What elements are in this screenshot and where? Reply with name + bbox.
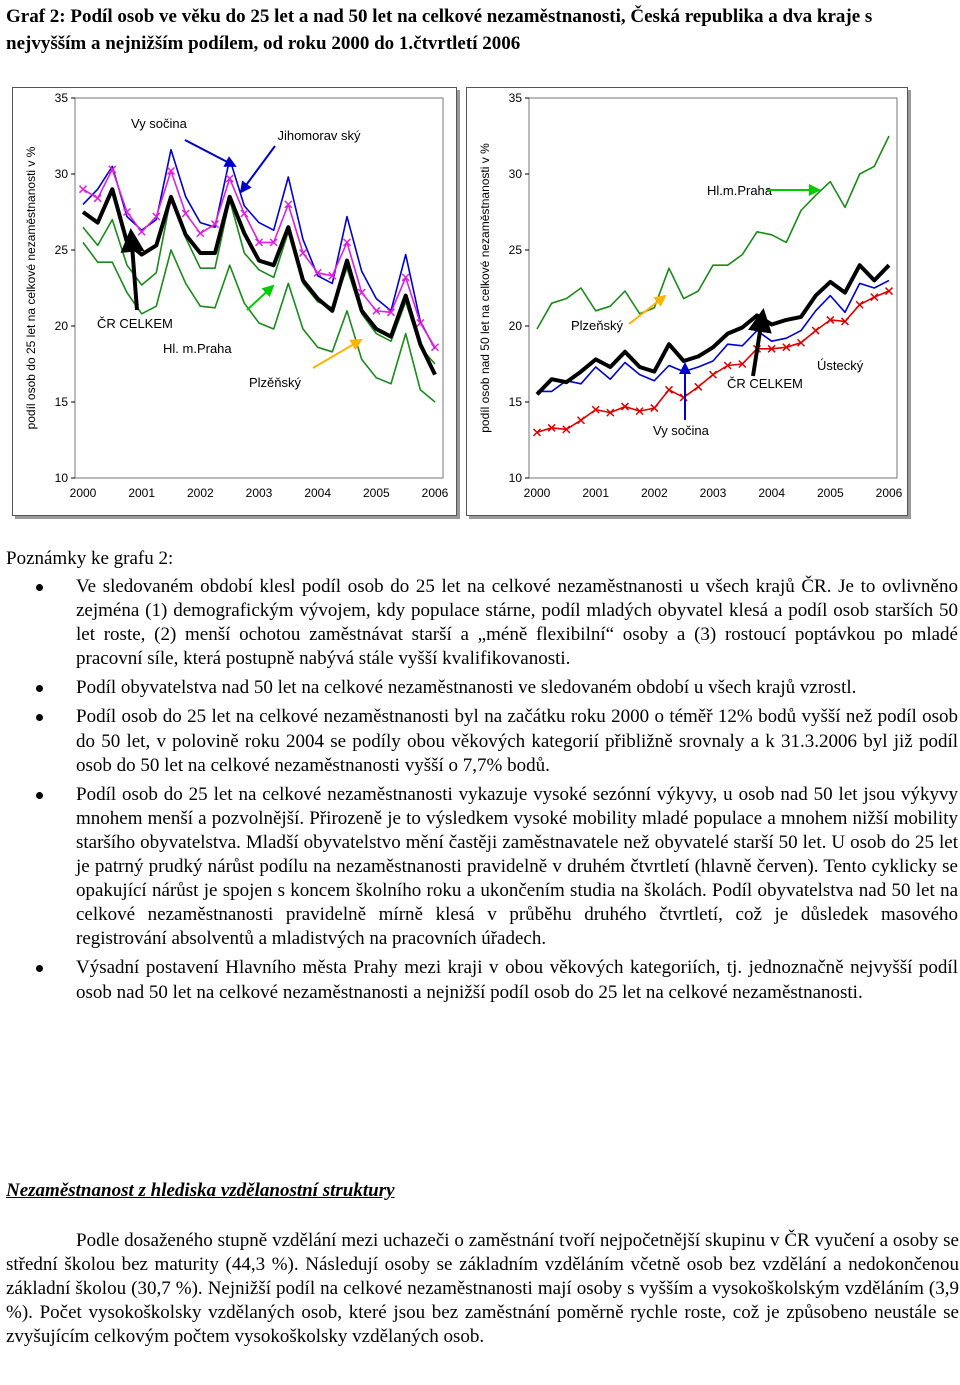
x-tick-label: 2003 [699, 486, 727, 500]
y-tick-label: 35 [54, 91, 68, 105]
bullet-icon [36, 685, 43, 692]
y-tick-label: 30 [508, 167, 522, 181]
x-tick-label: 2002 [640, 486, 668, 500]
y-tick-label: 20 [54, 319, 68, 333]
notes-list [0, 575, 958, 1010]
plot-area [75, 98, 443, 478]
x-tick-label: 2000 [69, 486, 97, 500]
note-item: Podíl osob do 25 let na celkové nezaměstnanosti vykazuje vysoké sezónní výkyvy, u osob nad 50 let jsou výkyvy mnohem menší a pozvolnější. Přirozeně je to výsledkem vysoké mobility mladé populace a mnohem nižší mobility staršího obyvatelstva. Mladší obyvatelstvo mění častěji zaměstnavatele než obyvatelé starší 50 let. U osob do 25 let je patrný prudký nárůst podílu na nezaměstnanosti pravidelně v druhém čtvrtletí (hlavně červen). Tento cyklicky se opakující nárůst je spojen s koncem školního roku a ukončením studia na školách. Podíl obyvatelstva nad 50 let na celkové nezaměstnanosti pravidelně mírně klesá v průběhu druhého čtvrtletí, což je důsledek masového registrování absolventů a mladistvých na pracovních úřadech. [0, 783, 958, 952]
figure-title: Graf 2: Podíl osob ve věku do 25 let a nad 50 let na celkové nezaměstnanosti, Česká republika a dva kraje s nejvyšším a nejnižším podílem, od roku 2000 do 1.čtvrtletí 2006 [6, 6, 873, 54]
x-tick-label: 2005 [362, 486, 390, 500]
section-paragraph: Podle dosaženého stupně vzdělání mezi uchazeči o zaměstnání tvoří nejpočetnější skupinu v ČR vyučení a osoby se střední školou bez maturity (44,3 %). Následují osoby se základním vzděláním včetně osob bez vzdělání a nedokončenou základní školou (30,7 %). Nejnižší podíl na celkové nezaměstnanosti mají osoby s vyšším a vysokoškolským vzděláním (3,9 %). Počet vysokoškolsky vzdělaných osob, které jsou bez zaměstnání poměrně rychle roste, což je způsobeno neustále se zvyšujícím celkovým počtem vysokoškolsky vzdělaných osob. [6, 1230, 959, 1348]
note-item: Podíl obyvatelstva nad 50 let na celkové nezaměstnanosti ve sledovaném období u všech krajů vzrostl. [0, 676, 958, 700]
notes-heading: Poznámky ke grafu 2: [6, 548, 174, 569]
x-tick-label: 2004 [304, 486, 332, 500]
y-tick-label: 15 [54, 395, 68, 409]
section-heading: Nezaměstnanost z hlediska vzdělanostní struktury [6, 1180, 395, 1201]
chart-over-50 [466, 87, 908, 516]
x-tick-label: 2003 [245, 486, 273, 500]
chart-over-50-plot [467, 88, 907, 515]
series-annotation: Vy sočina [653, 423, 709, 438]
series-annotation: ČR CELKEM [97, 316, 173, 331]
y-tick-label: 30 [54, 167, 68, 181]
series-annotation: Hl. m.Praha [163, 341, 232, 356]
chart-under-25-plot [13, 88, 456, 515]
chart-under-25 [12, 87, 457, 516]
series-annotation: Jihomorav ský [277, 128, 361, 143]
bullet-icon [36, 714, 43, 721]
y-tick-label: 10 [508, 471, 522, 485]
series-annotation: Ústecký [817, 358, 864, 373]
y-tick-label: 10 [54, 471, 68, 485]
series-annotation: Plzěňský [249, 375, 302, 390]
x-tick-label: 2004 [758, 486, 786, 500]
series-annotation: Vy sočina [131, 116, 187, 131]
note-item: Ve sledovaném období klesl podíl osob do 25 let na celkové nezaměstnanosti u všech krajů ČR. Je to ovlivněno zejména (1) demografickým vývojem, kdy populace stárne, podíl mladých obyvatel klesá a podíl osob starších 50 let roste, (2) menší ochotou zaměstnávat starší a „méně flexibilní“ osoby a (3) rostoucí poptávkou po mladé pracovní síle, která postupně nabývá stále vyšší kvalifikovanosti. [0, 575, 958, 671]
note-item: Podíl osob do 25 let na celkové nezaměstnanosti byl na začátku roku 2000 o téměř 12% bodů vyšší než podíl osob do 50 let, v polovině roku 2004 se podíly obou věkových kategorií přibližně srovnaly a k 31.3.2006 byl již podíl osob do 50 let na celkové nezaměstnanosti vyšší o 7,7% bodů. [0, 705, 958, 777]
x-tick-label: 2001 [128, 486, 156, 500]
series-annotation: ČR CELKEM [727, 376, 803, 391]
y-axis-label: podíl osob do 25 let na celkové nezaměstnanosti v % [24, 146, 38, 430]
x-tick-label: 2000 [523, 486, 551, 500]
series-annotation: Plzeňský [571, 318, 624, 333]
y-tick-label: 20 [508, 319, 522, 333]
y-tick-label: 35 [508, 91, 522, 105]
x-tick-label: 2001 [582, 486, 610, 500]
x-tick-label: 2006 [875, 486, 903, 500]
bullet-icon [36, 965, 43, 972]
y-tick-label: 25 [508, 243, 522, 257]
series-annotation: Hl.m.Praha [707, 183, 773, 198]
bullet-icon [36, 584, 43, 591]
bullet-icon [36, 792, 43, 799]
x-tick-label: 2006 [421, 486, 449, 500]
y-tick-label: 15 [508, 395, 522, 409]
x-tick-label: 2002 [186, 486, 214, 500]
x-tick-label: 2005 [816, 486, 844, 500]
y-axis-label: podíl osob nad 50 let na celkové nezaměstnanosti v % [478, 143, 492, 433]
note-item: Výsadní postavení Hlavního města Prahy mezi kraji v obou věkových kategoriích, tj. jednoznačně nejvyšší podíl osob nad 50 let na celkové nezaměstnanosti a nejnižší podíl osob do 25 let na celkové nezaměstnanosti. [0, 956, 958, 1004]
y-tick-label: 25 [54, 243, 68, 257]
